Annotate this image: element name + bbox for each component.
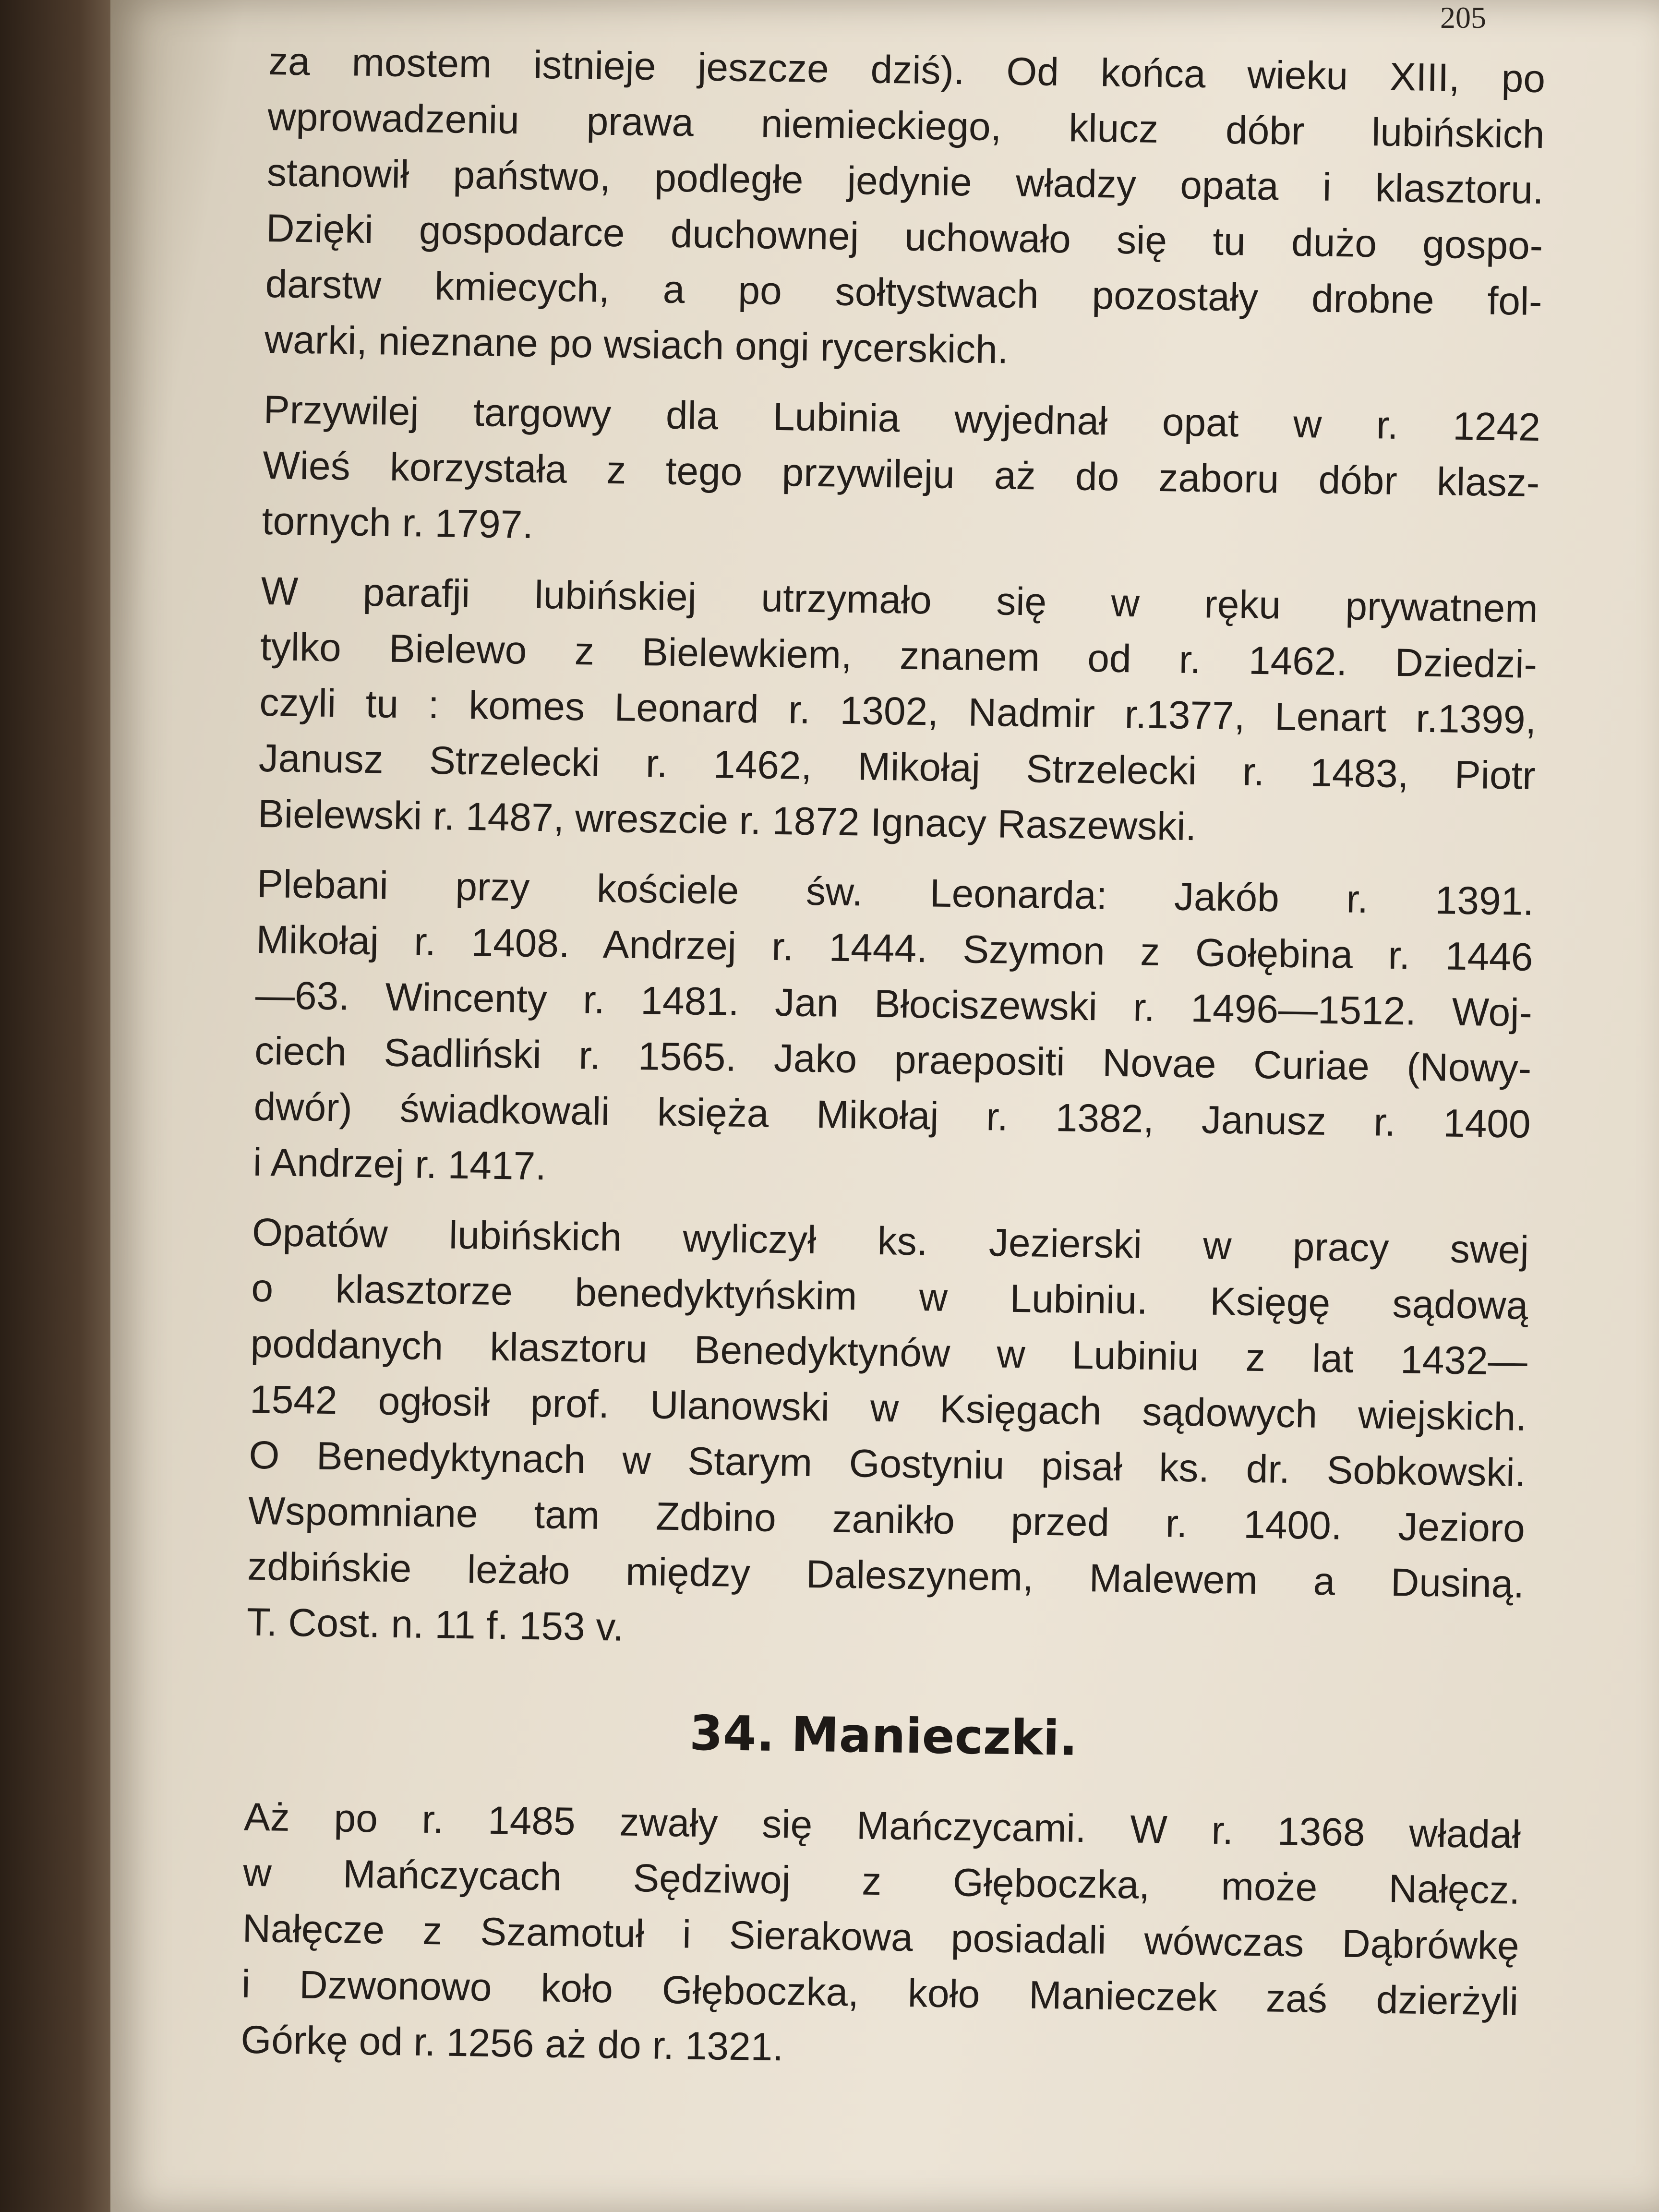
text-line: ciech Sadliński r. 1565. Jako praepositi Novae Curiae (Nowy- [254,1029,1532,1091]
paragraph-plebani [252,856,1534,1208]
book-page [110,0,1659,2212]
text-line: Mikołaj r. 1408. Andrzej r. 1444. Szymon z Gołębina r. 1446 [256,917,1534,979]
text-line: Górkę od r. 1256 aż do r. 1321. [240,2018,784,2069]
paragraph-opaci [246,1205,1529,1668]
paragraph-bielewo [257,564,1538,860]
paragraph-manieczki [240,1790,1521,2086]
section-heading: 34. Manieczki. [689,1705,1078,1767]
text-line: T. Cost. n. 11 f. 153 v. [246,1600,624,1649]
text-line: darstw kmiecych, a po sołtystwach pozostały drobne fol- [265,262,1543,324]
text-line: zdbińskie leżało między Daleszynem, Malewem a Dusiną. [247,1544,1525,1606]
text-line: i Dzwonowo koło Głęboczka, koło Manieczek zaś dzierżyli [241,1962,1519,2024]
text-line: dwór) świadkowali księża Mikołaj r. 1382, Janusz r. 1400 [253,1084,1531,1146]
page-number: 205 [1440,0,1486,35]
text-line: czyli tu : komes Leonard r. 1302, Nadmir r.1377, Lenart r.1399, [259,680,1537,742]
text-line: stanowił państwo, podległe jedynie władzy opata i klasztoru. [266,150,1544,213]
text-line: Janusz Strzelecki r. 1462, Mikołaj Strzelecki r. 1483, Piotr [258,736,1536,798]
text-line: W parafji lubińskiej utrzymało się w ręku prywatnem [261,569,1539,631]
text-line: Przywilej targowy dla Lubinia wyjednał opat w r. 1242 [263,387,1541,450]
text-line: tylko Bielewo z Bielewkiem, znanem od r. 1462. Dziedzi- [260,625,1538,687]
text-line: O Benedyktynach w Starym Gostyniu pisał ks. dr. Sobkowski. [249,1433,1527,1495]
text-line: i Andrzej r. 1417. [252,1140,547,1189]
paragraph-market-privilege [262,382,1541,567]
text-block [240,34,1546,2086]
text-line: Wieś korzystała z tego przywileju aż do zaboru dóbr klasz- [262,443,1540,505]
text-line: Opatów lubińskich wyliczył ks. Jezierski w pracy swej [252,1210,1529,1272]
text-line: Plebani przy kościele św. Leonarda: Jakób r. 1391. [256,862,1534,924]
text-line: o klasztorze benedyktyńskim w Lubiniu. Księgę sądową [251,1266,1528,1328]
text-line: Wspomniane tam Zdbino zanikło przed r. 1400. Jezioro [248,1489,1526,1551]
text-line: Nałęcze z Szamotuł i Sierakowa posiadali wówczas Dąbrówkę [242,1906,1520,1968]
text-line: wprowadzeniu prawa niemieckiego, klucz dóbr lubińskich [267,95,1545,157]
text-line: poddanych klasztoru Benedyktynów w Lubiniu z lat 1432— [250,1322,1528,1383]
text-line: za mostem istnieje jeszcze dziś). Od końca wieku XIII, po [268,39,1546,101]
text-line: Bielewski r. 1487, wreszcie r. 1872 Ignacy Raszewski. [257,792,1197,849]
text-line: 1542 ogłosił prof. Ulanowski w Księgach sądowych wiejskich. [249,1377,1527,1439]
text-line: w Mańczycach Sędziwoj z Głęboczka, może Nałęcz. [242,1851,1520,1912]
text-line: warki, nieznane po wsiach ongi rycerskich. [264,317,1009,372]
text-line: —63. Wincenty r. 1481. Jan Błociszewski r. 1496—1512. Woj- [255,973,1533,1035]
paragraph-lubin-estate [264,34,1545,385]
text-line: Dzięki gospodarce duchownej uchowało się tu dużo gospo- [265,206,1543,268]
text-line: Aż po r. 1485 zwały się Mańczycami. W r. 1368 władał [243,1795,1521,1857]
text-line: tornych r. 1797. [262,499,534,547]
